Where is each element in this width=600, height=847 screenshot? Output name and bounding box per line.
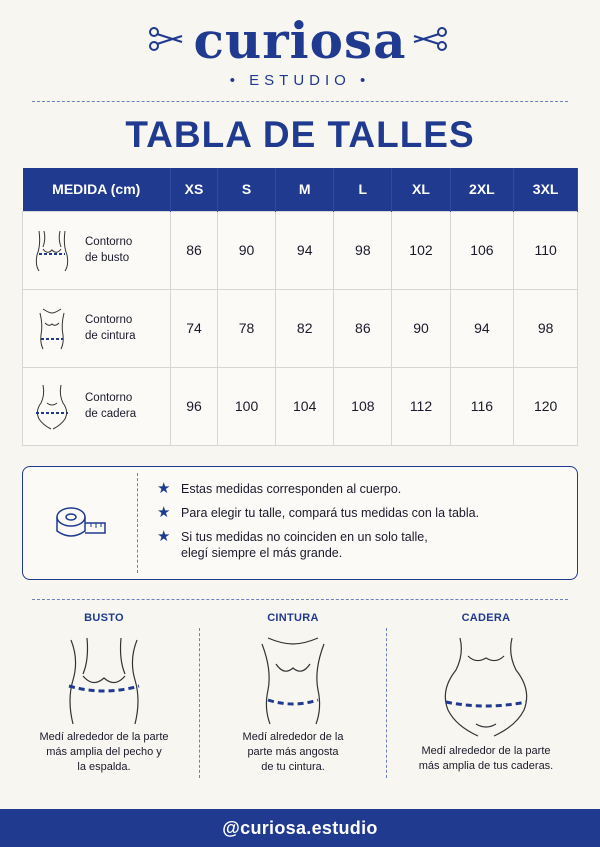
list-item [157, 529, 479, 561]
table-header-row [23, 168, 578, 211]
table-cell: 120 [514, 367, 578, 445]
table-cell: 98 [514, 289, 578, 367]
table-cell: 86 [334, 289, 392, 367]
column-header: MEDIDA (cm) [23, 168, 171, 211]
table-cell: 108 [334, 367, 392, 445]
guide-title: BUSTO [84, 612, 124, 624]
column-header: S [217, 168, 275, 211]
table-cell: 110 [514, 211, 578, 289]
note-text: Estas medidas corresponden al cuerpo. [181, 482, 402, 496]
measurement-guides [0, 600, 600, 800]
note-text: Para elegir tu talle, compará tus medidas con la tabla. [181, 506, 480, 520]
hip-measure-figure-icon [426, 630, 546, 740]
table-row [23, 367, 578, 445]
size-table [22, 168, 578, 446]
guide-text: de tu cintura. [261, 761, 325, 773]
row-label-line: de cintura [85, 330, 136, 342]
bust-figure-icon [31, 227, 73, 273]
page-title: TABLA DE TALLES [125, 114, 475, 155]
guide-text: más amplia del pecho y [46, 746, 162, 758]
guide-title: CADERA [461, 612, 511, 624]
column-header: M [276, 168, 334, 211]
header [0, 0, 600, 100]
table-cell: 112 [392, 367, 450, 445]
list-item [157, 481, 479, 497]
row-label-cell [23, 367, 171, 445]
row-label-cell [23, 289, 171, 367]
column-header: L [334, 168, 392, 211]
table-row [23, 211, 578, 289]
divider [199, 628, 200, 778]
guide-text: Medí alrededor de la parte [39, 731, 169, 743]
bust-measure-figure-icon [49, 630, 159, 726]
guide-text: la espalda. [77, 761, 131, 773]
table-cell: 102 [392, 211, 450, 289]
hip-figure-icon [31, 381, 73, 431]
list-item [157, 505, 479, 521]
note-text: Si tus medidas no coinciden en un solo talle, [181, 530, 428, 544]
column-header: XL [392, 168, 450, 211]
table-cell: 98 [334, 211, 392, 289]
divider [386, 628, 387, 778]
table-cell: 96 [171, 367, 218, 445]
table-cell: 106 [450, 211, 514, 289]
notes-box [22, 466, 578, 580]
star-icon: ★ [157, 528, 171, 545]
guide-text: Medí alrededor de la [242, 731, 344, 743]
guide-cintura [203, 600, 383, 775]
table-cell: 104 [276, 367, 334, 445]
table-cell: 94 [276, 211, 334, 289]
table-cell: 86 [171, 211, 218, 289]
row-label-line: Contorno [85, 236, 133, 248]
row-label-line: Contorno [85, 314, 133, 326]
column-header: XS [171, 168, 218, 211]
scissors-icon [412, 22, 448, 58]
guide-text: más amplia de tus caderas. [418, 760, 554, 772]
waist-figure-icon [31, 305, 73, 351]
star-icon: ★ [157, 504, 171, 521]
guide-busto [14, 600, 194, 775]
brand-logo: curiosa [193, 11, 407, 70]
table-row [23, 289, 578, 367]
measuring-tape-icon [53, 501, 109, 545]
note-text: elegí siempre el más grande. [181, 546, 343, 560]
table-cell: 82 [276, 289, 334, 367]
table-cell: 78 [217, 289, 275, 367]
row-label-line: Contorno [85, 392, 133, 404]
table-cell: 90 [217, 211, 275, 289]
footer-handle: @curiosa.estudio [0, 809, 600, 847]
guide-text: parte más angosta [247, 746, 339, 758]
guide-cadera [396, 600, 576, 774]
row-label-cell [23, 211, 171, 289]
table-cell: 94 [450, 289, 514, 367]
waist-measure-figure-icon [238, 630, 348, 726]
table-cell: 100 [217, 367, 275, 445]
row-label-line: de busto [85, 252, 130, 264]
column-header: 2XL [450, 168, 514, 211]
table-cell: 90 [392, 289, 450, 367]
table-cell: 74 [171, 289, 218, 367]
brand-subtitle: • ESTUDIO • [229, 72, 371, 89]
notes-list [157, 481, 479, 569]
star-icon: ★ [157, 480, 171, 497]
guide-title: CINTURA [267, 612, 319, 624]
guide-text: Medí alrededor de la parte [421, 745, 551, 757]
divider [32, 101, 568, 102]
column-header: 3XL [514, 168, 578, 211]
table-cell: 116 [450, 367, 514, 445]
row-label-line: de cadera [85, 408, 137, 420]
divider [137, 473, 138, 573]
